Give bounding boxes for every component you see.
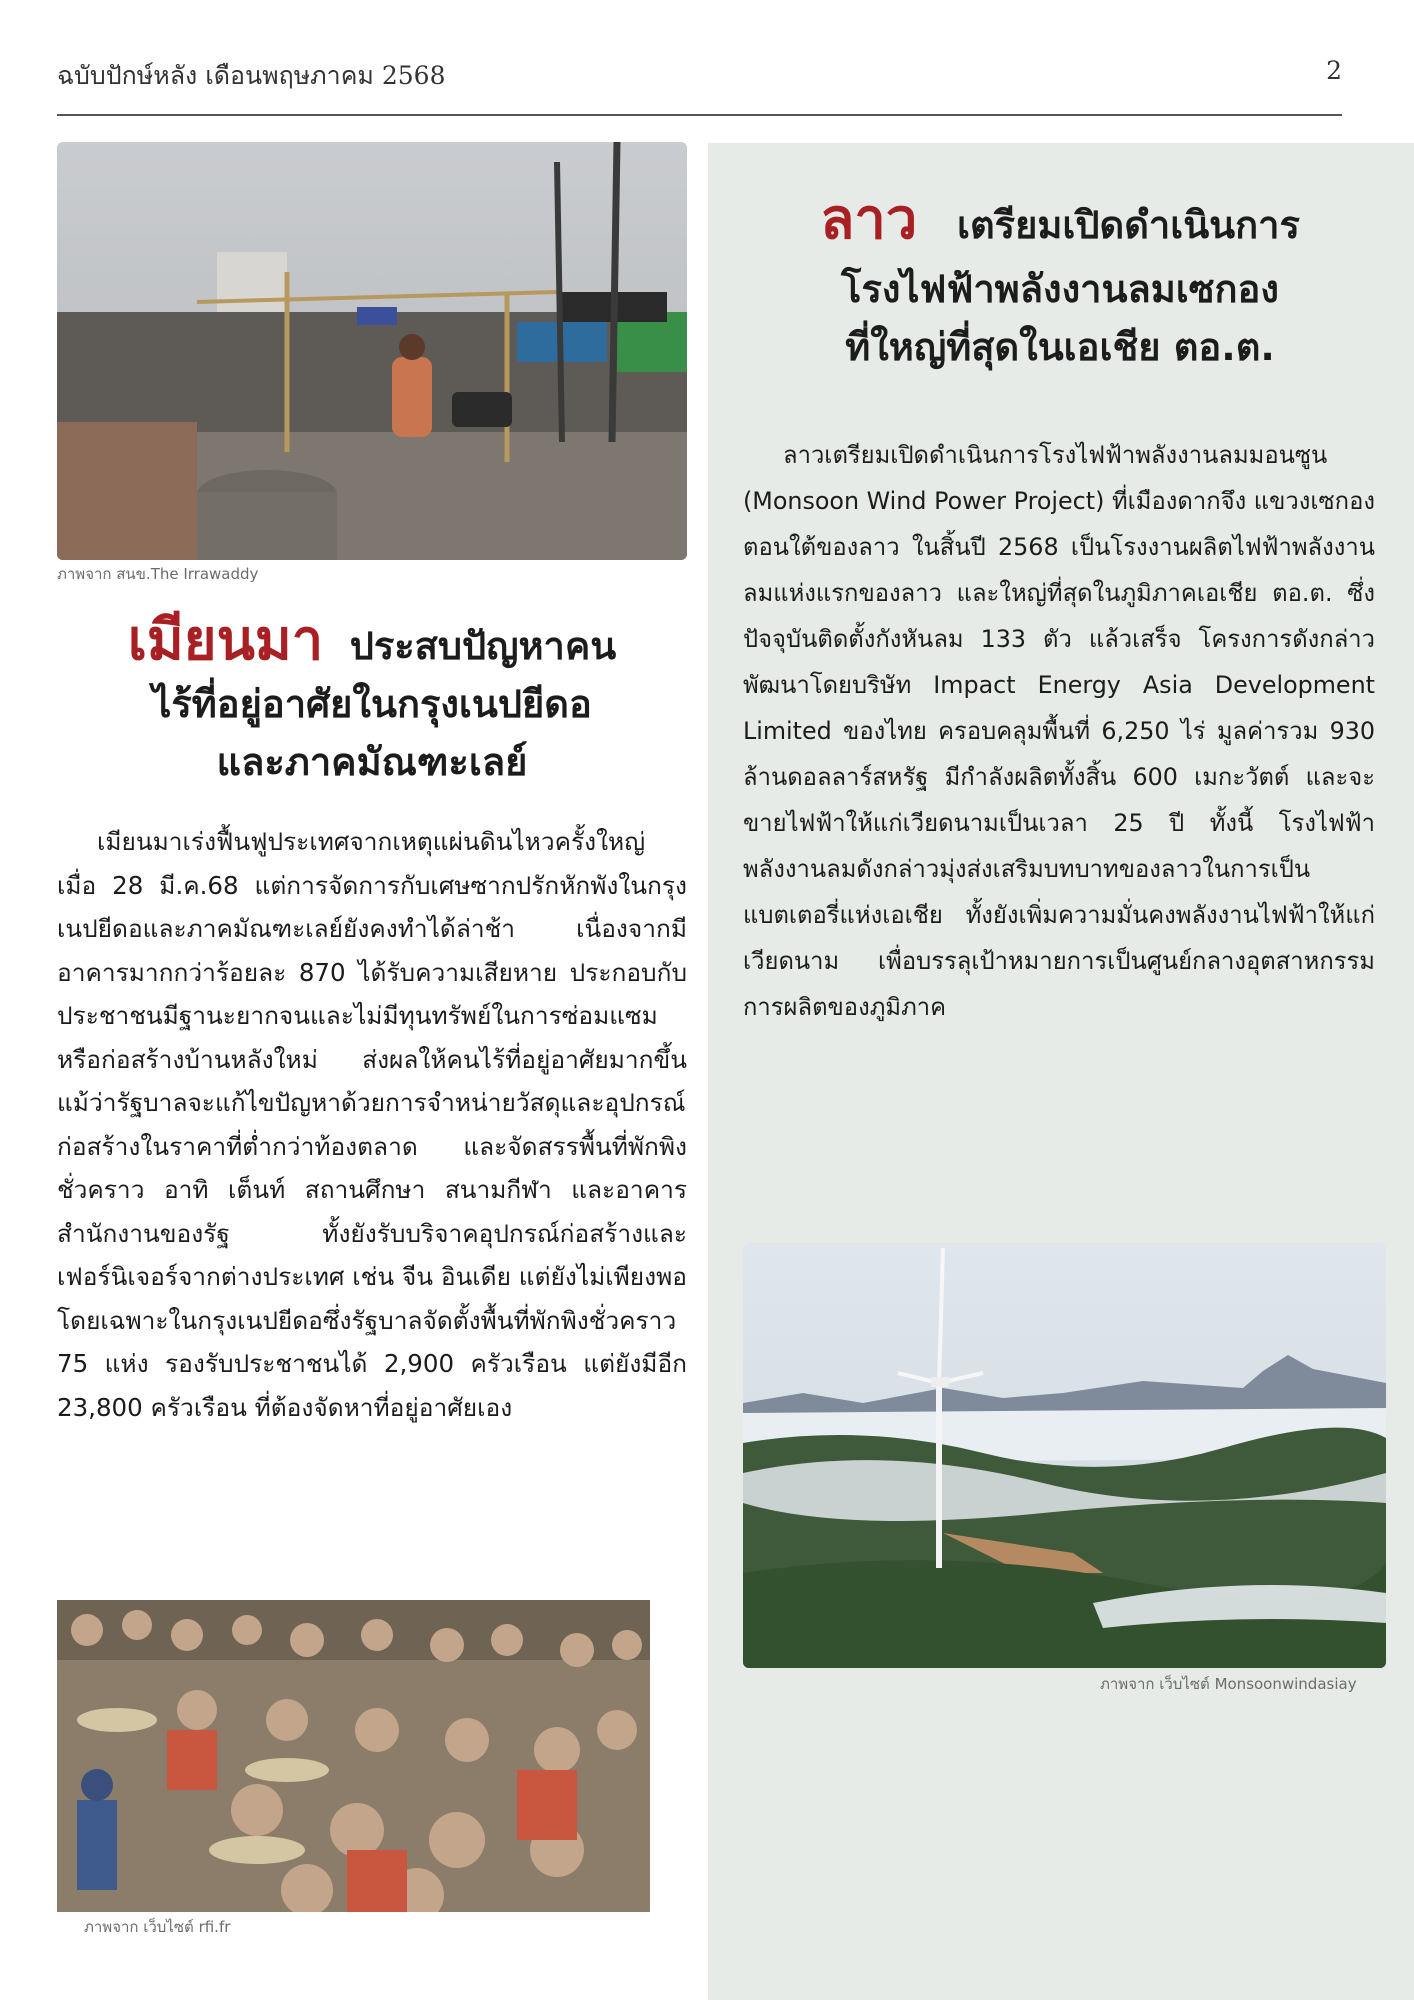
laos-country-label: ลาว (820, 187, 918, 252)
myanmar-headline (57, 608, 687, 791)
myanmar-crowd-photo (57, 1600, 650, 1912)
laos-headline-line2: โรงไฟฟ้าพลังงานลมเซกอง (841, 267, 1279, 311)
page-header (57, 52, 1342, 116)
myanmar-headline-line1: ประสบปัญหาคน (349, 624, 617, 668)
issue-label: ฉบับปักษ์หลัง เดือนพฤษภาคม 2568 (57, 61, 446, 90)
laos-wind-turbine-photo (743, 1243, 1386, 1668)
myanmar-headline-line3: และภาคมัณฑะเลย์ (216, 740, 528, 784)
laos-article-body: ลาวเตรียมเปิดดำเนินการโรงไฟฟ้าพลังงานลมมอนซูน (Monsoon Wind Power Project) ที่เมืองดากจึง แขวงเซกอง ตอนใต้ของลาว ในสิ้นปี 2568 เป็นโรงงานผลิตไฟฟ้าพลังงานลมแห่งแรกของลาว และใหญ่ที่สุดในภูมิภาคเอเชีย ตอ.ต. ซึ่งปัจจุบันติดตั้งกังหันลม 133 ตัว แล้วเสร็จ โครงการดังกล่าวพัฒนาโดยบริษัท Impact Energy Asia Development Limited ของไทย ครอบคลุมพื้นที่ 6,250 ไร่ มูลค่ารวม 930 ล้านดอลลาร์สหรัฐ มีกำลังผลิตทั้งสิ้น 600 เมกะวัตต์ และจะขายไฟฟ้าให้แก่เวียดนามเป็นเวลา 25 ปี ทั้งนี้ โรงไฟฟ้าพลังงานลมดังกล่าวมุ่งส่งเสริมบทบาทของลาวในการเป็นแบตเตอรี่แห่งเอเชีย ทั้งยังเพิ่มความมั่นคงพลังงานไฟฟ้าให้แก่เวียดนาม เพื่อบรรลุเป้าหมายการเป็นศูนย์กลางอุตสาหกรรมการผลิตของภูมิภาค (743, 441, 1375, 1021)
myanmar-photo1-caption: ภาพจาก สนข.The Irrawaddy (57, 565, 259, 583)
myanmar-headline-line2: ไร้ที่อยู่อาศัยในกรุงเนปยีดอ (152, 682, 592, 726)
laos-headline-line1: เตรียมเปิดดำเนินการ (957, 203, 1300, 247)
myanmar-article-body: เมียนมาเร่งฟื้นฟูประเทศจากเหตุแผ่นดินไหวครั้งใหญ่ เมื่อ 28 มี.ค.68 แต่การจัดการกับเศษซากปรักหักพังในกรุงเนปยีดอและภาคมัณฑะเลย์ยังคงทำได้ล่าช้า เนื่องจากมีอาคารมากกว่าร้อยละ 870 ได้รับความเสียหาย ประกอบกับประชาชนมีฐานะยากจนและไม่มีทุนทรัพย์ในการซ่อมแซมหรือก่อสร้างบ้านหลังใหม่ ส่งผลให้คนไร้ที่อยู่อาศัยมากขึ้น แม้ว่ารัฐบาลจะแก้ไขปัญหาด้วยการจำหน่ายวัสดุและอุปกรณ์ก่อสร้างในราคาที่ต่ำกว่าท้องตลาด และจัดสรรพื้นที่พักพิงชั่วคราว อาทิ เต็นท์ สถานศึกษา สนามกีฬา และอาคารสำนักงานของรัฐ ทั้งยังรับบริจาคอุปกรณ์ก่อสร้างและเฟอร์นิเจอร์จากต่างประเทศ เช่น จีน อินเดีย แต่ยังไม่เพียงพอ โดยเฉพาะในกรุงเนปยีดอซึ่งรัฐบาลจัดตั้งพื้นที่พักพิงชั่วคราว 75 แห่ง รองรับประชาชนได้ 2,900 ครัวเรือน แต่ยังมีอีก 23,800 ครัวเรือน ที่ต้องจัดหาที่อยู่อาศัยเอง (57, 827, 687, 1422)
myanmar-country-label: เมียนมา (127, 608, 324, 673)
laos-headline-line3: ที่ใหญ่ที่สุดในเอเชีย ตอ.ต. (845, 325, 1275, 369)
myanmar-debris-photo (57, 142, 687, 560)
page-number: 2 (1326, 56, 1342, 85)
laos-headline (740, 185, 1380, 376)
laos-photo-caption: ภาพจาก เว็บไซต์ Monsoonwindasiay (1100, 1675, 1357, 1693)
myanmar-photo2-caption: ภาพจาก เว็บไซต์ rfi.fr (84, 1918, 231, 1936)
laos-panel (708, 143, 1414, 2000)
